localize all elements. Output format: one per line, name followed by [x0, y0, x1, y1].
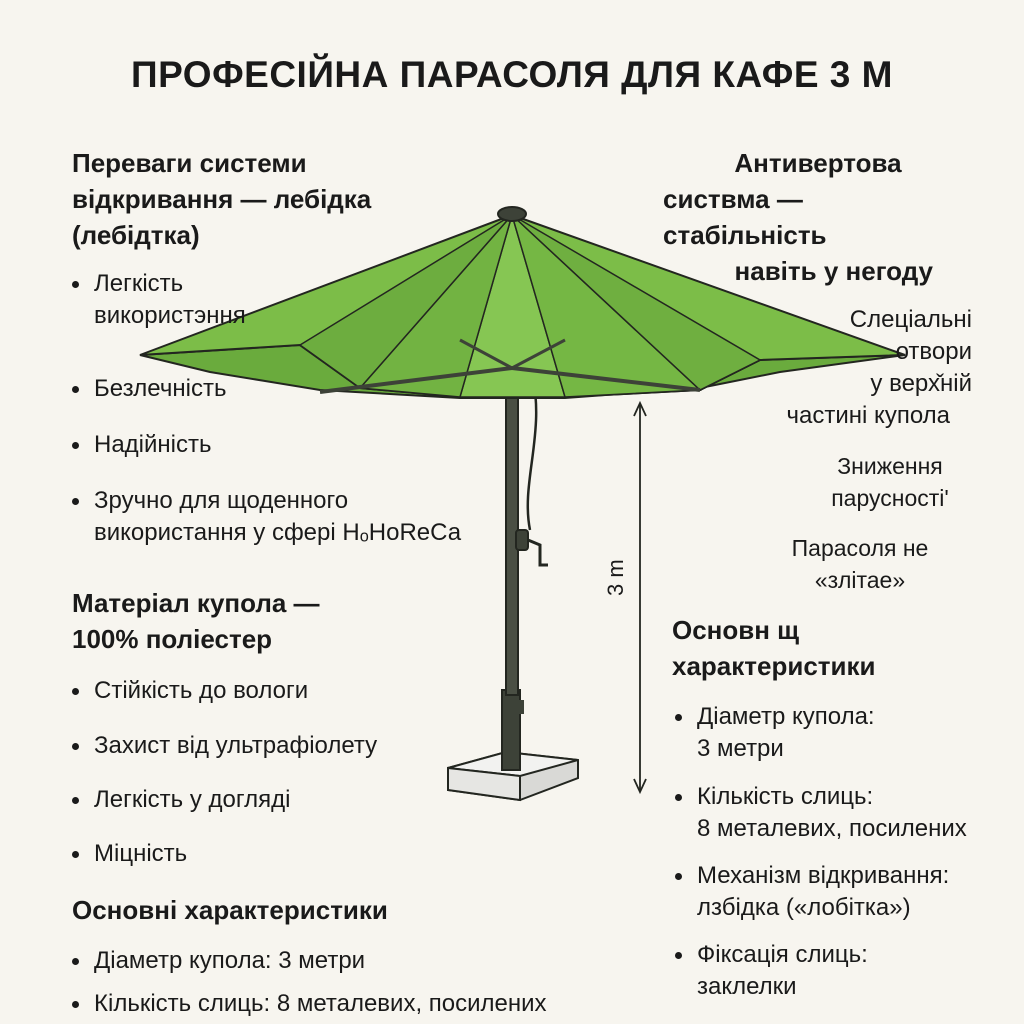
winch-crank [516, 530, 548, 565]
heading-line: Матеріал купола — [72, 588, 320, 618]
list-item [72, 373, 226, 405]
list-item-text: Надійність [94, 431, 212, 458]
list-item: Діаметр купола: 3 метри [72, 945, 365, 977]
list-item [675, 860, 949, 924]
list-item-text: Зручно для щоденного [94, 487, 349, 514]
list-item-text: заклелки [697, 973, 797, 1000]
list-item: Міцність [72, 838, 187, 870]
heading-line: відкривання — лебідка [72, 184, 372, 214]
heading-line: Основн щ [672, 615, 800, 645]
list-item [72, 268, 246, 332]
heading-line: стабільність [663, 220, 827, 250]
note-line: парусності' [831, 485, 949, 511]
note-line: у верх̌ній [870, 370, 972, 397]
right-note [770, 532, 950, 596]
left-section1-heading [72, 145, 371, 253]
heading-line: характеристики [672, 651, 876, 681]
list-item [675, 781, 967, 845]
right-note [740, 304, 972, 432]
height-dimension-label: 3 m [603, 559, 628, 596]
list-item [675, 701, 875, 765]
heading-line: 100% поліестер [72, 624, 273, 654]
list-item-text: лзбідка («лобітка») [697, 894, 911, 921]
note-line: «злітае» [814, 567, 906, 593]
list-item-text: 3 метри [697, 735, 784, 762]
list-item: Захист від ультрафіолету [72, 730, 377, 762]
umbrella-pole [500, 360, 524, 770]
heading-line: (лебідтка) [72, 220, 200, 250]
list-item: Стійкість до вологи [72, 675, 308, 707]
list-item-text: Безлечність [94, 375, 227, 402]
list-item [675, 939, 868, 1003]
list-item [72, 429, 212, 461]
list-item: Легкість у догляді [72, 784, 290, 816]
right-section1-heading [663, 145, 933, 289]
height-dimension-arrow [634, 403, 646, 792]
list-item: Кількість слиць: 8 металевих, посилених [72, 988, 547, 1020]
list-item-text: Фіксація слиць: [697, 941, 868, 968]
note-line: частині купола [786, 402, 950, 429]
note-line: Зниження [837, 453, 943, 479]
note-line: Слеціальні [849, 306, 972, 333]
heading-line: навіть у негоду [734, 256, 933, 286]
note-line: отвори [895, 338, 972, 365]
heading-line: систвма — [663, 184, 803, 214]
list-item-text: Легкість [94, 270, 184, 297]
note-line: Парасоля не [791, 535, 929, 561]
right-note [800, 450, 980, 514]
list-item-text: використэння [94, 302, 246, 329]
list-item-text: 8 металевих, посилених [697, 815, 967, 842]
heading-line: Переваги системи [72, 148, 307, 178]
list-item-text: використання у сфері НₒНоReСа [94, 519, 462, 546]
right-section2-heading [672, 612, 876, 684]
left-section2-heading [72, 585, 320, 657]
heading-line: Антивертова [734, 148, 902, 178]
list-item [72, 485, 461, 549]
list-item-text: Діаметр купола: [697, 703, 875, 730]
left-section3-heading: Основні характеристики [72, 895, 388, 925]
list-item-text: Кількість слиць: [697, 783, 874, 810]
page-title: ПРОФЕСІЙНА ПАРАСОЛЯ ДЛЯ КАФЕ 3 М [131, 54, 893, 95]
list-item-text: Механізм відкривання: [697, 862, 950, 889]
